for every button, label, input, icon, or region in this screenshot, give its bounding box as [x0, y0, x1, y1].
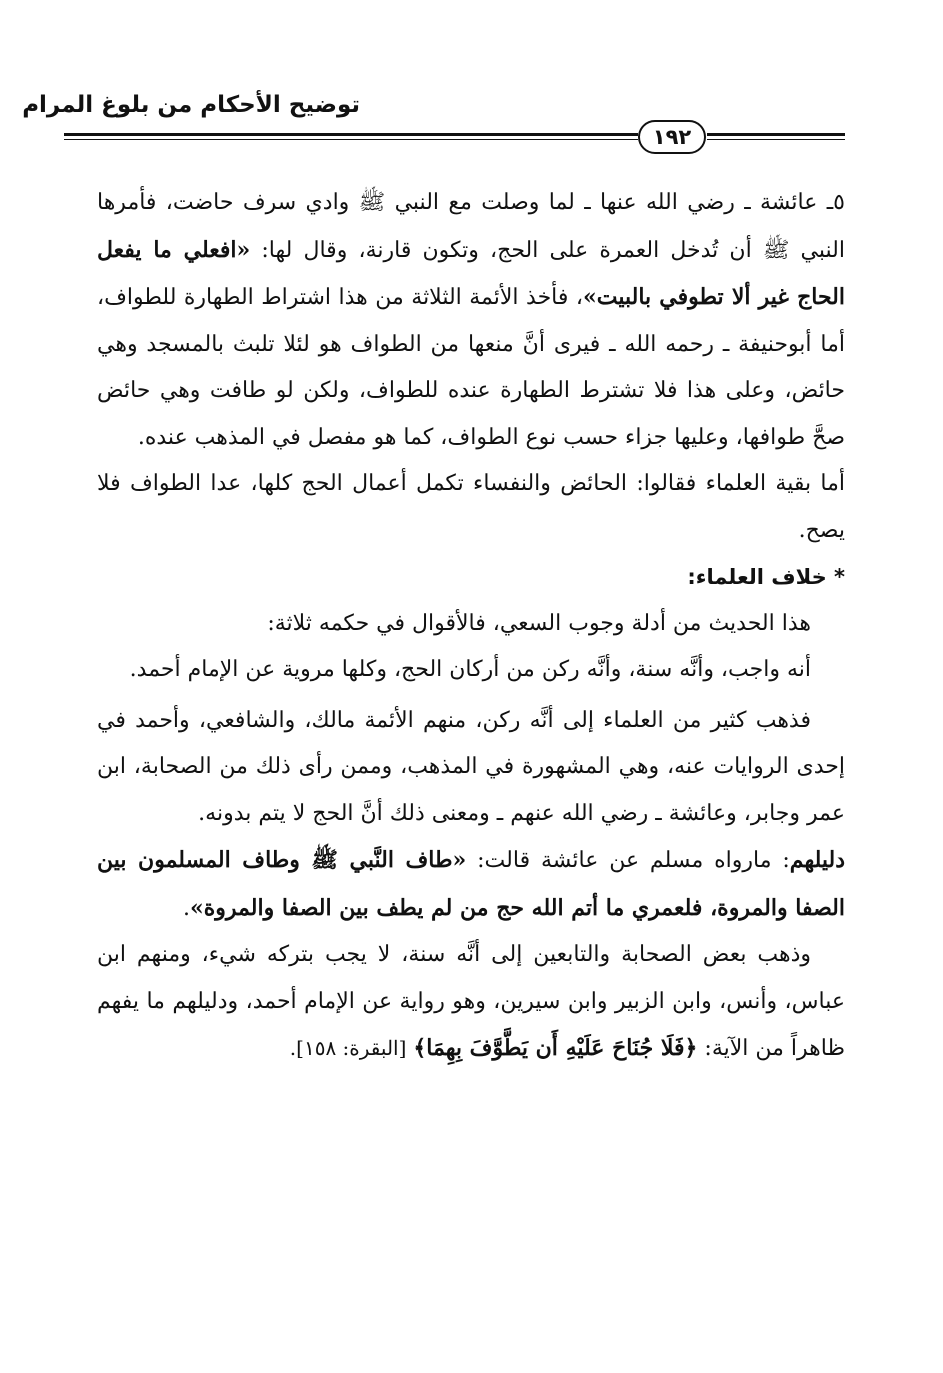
verse-reference: [البقرة: ١٥٨]. — [289, 1036, 407, 1060]
evidence-intro: : مارواه مسلم عن عائشة قالت: — [466, 848, 790, 873]
hadith-quote: «افعلي ما يفعل الحاج غير ألا تطوفي بالبيت» — [97, 236, 845, 310]
evidence-quote: «طاف النَّبي ﷺ وطاف المسلمون بين الصفا والمروة، فلعمري ما أتم الله حج من لم يطف بين الصفا والمروة» — [97, 847, 845, 921]
paragraph-aisha-rest: ، فأخذ الأئمة الثلاثة من هذا اشتراط الطهارة للطواف، أما أبوحنيفة ـ رحمه الله ـ فيرى أنَّ منعها من الطواف هو لئلا تلبث بالمسجد وهي حائض، وعلى هذا فلا تشترط الطهارة عنده للطواف، ولكن لو طافت وهي حائض صحَّ طوافها، وعليها جزاء حسب نوع الطواف، كما هو مفصل في المذهب عنده. — [97, 285, 845, 450]
paragraph-aisha — [97, 180, 845, 461]
page-number: ١٩٢ — [638, 120, 706, 154]
paragraph-other-scholars: أما بقية العلماء فقالوا: الحائض والنفساء تكمل أعمال الحج كلها، عدا الطواف فلا يصح. — [97, 471, 845, 543]
header-rule-left-thin — [64, 139, 638, 140]
header-rule-left — [64, 133, 638, 136]
paragraph-aisha-start: ٥ـ عائشة ـ رضي الله عنها ـ لما وصلت مع النبي ﷺ وادي سرف حاضت، فأمرها النبي ﷺ أن تُدخل العمرة على الحج، وتكون قارنة، وقال لها: — [97, 190, 845, 263]
header-rule-right — [707, 133, 845, 136]
paragraph-sai-intro: هذا الحديث من أدلة وجوب السعي، فالأقوال في حكمه ثلاثة: — [267, 610, 811, 636]
quran-verse: ﴿فَلَا جُنَاحَ عَلَيْهِ أَن يَطَّوَّفَ بِهِمَا﴾ — [413, 1035, 698, 1061]
evidence-end: . — [183, 895, 191, 921]
paragraph-evidence — [97, 837, 845, 932]
body-text — [97, 180, 845, 1073]
paragraph-sunnah-opinion — [97, 932, 845, 1073]
sunnah-text: وذهب بعض الصحابة والتابعين إلى أنَّه سنة، لا يجب بتركه شيء، ومنهم ابن عباس، وأنس، وابن الزبير وابن سيرين، وهو رواية عن الإمام أحمد، ودليلهم ما يفهم ظاهراً من الآية: — [97, 942, 845, 1061]
section-heading: * خلاف العلماء: — [687, 565, 845, 589]
running-title: توضيح الأحكام من بلوغ المرام — [22, 92, 360, 118]
header-rule-right-thin — [707, 139, 845, 140]
evidence-label: دليلهم — [789, 847, 846, 873]
paragraph-three-opinions: أنه واجب، وأنَّه سنة، وأنَّه ركن من أركان الحج، وكلها مروية عن الإمام أحمد. — [129, 657, 811, 682]
paragraph-rukn-opinion: فذهب كثير من العلماء إلى أنَّه ركن، منهم الأئمة مالك، والشافعي، وأحمد في إحدى الروايات عنه، وهي المشهورة في المذهب، وممن رأى ذلك من الصحابة، ابن عمر وجابر، وعائشة ـ رضي الله عنهم ـ ومعنى ذلك أنَّ الحج لا يتم بدونه. — [97, 707, 845, 826]
